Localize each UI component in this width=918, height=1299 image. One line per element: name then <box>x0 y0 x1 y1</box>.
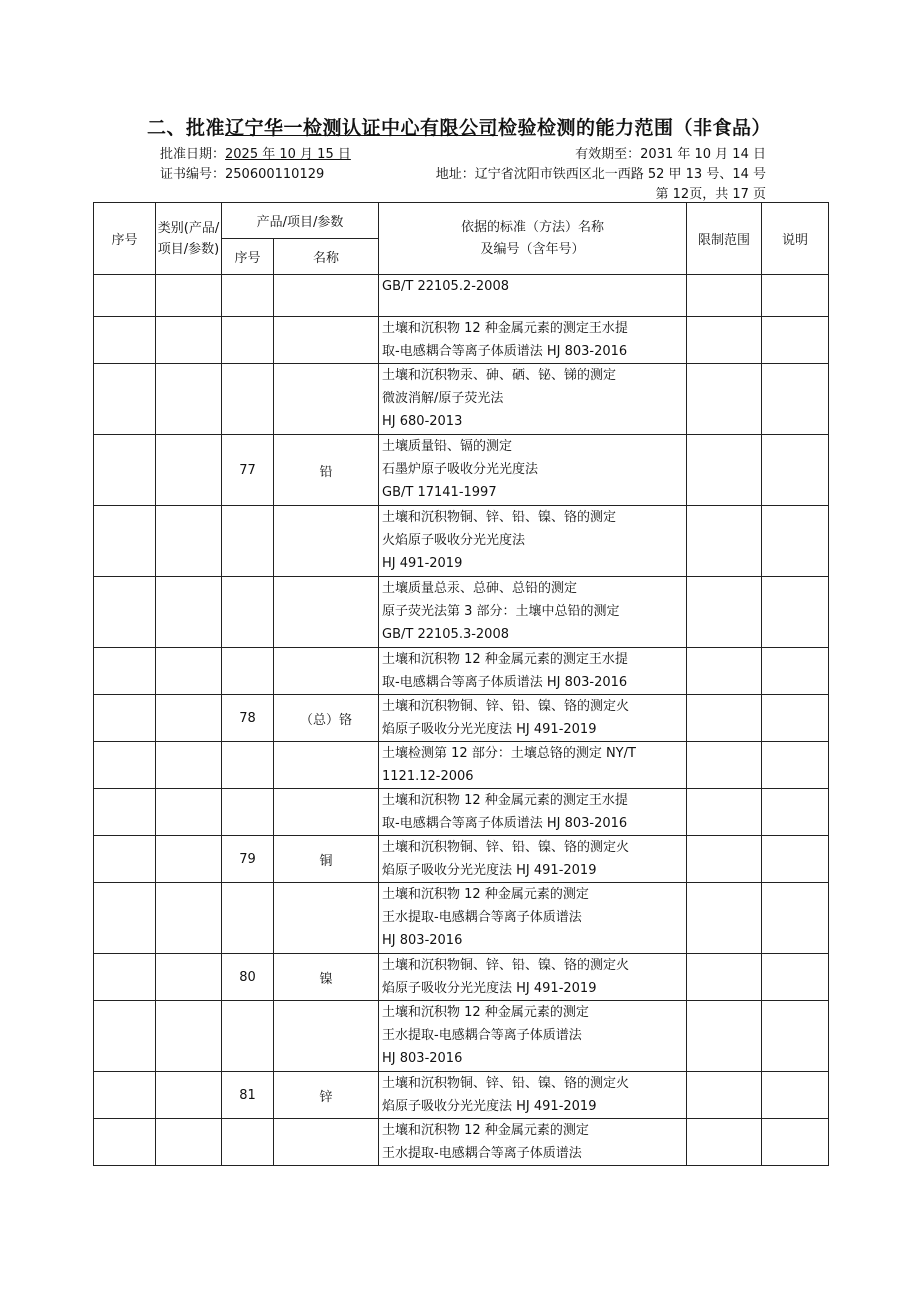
cell-item-name <box>274 364 379 435</box>
cell-limit <box>687 435 762 506</box>
cell-item-no <box>222 577 274 648</box>
cell-seq <box>94 1119 156 1166</box>
header-item-name: 名称 <box>274 239 379 275</box>
cell-limit <box>687 742 762 789</box>
cell-item-no <box>222 648 274 695</box>
cell-item-name: 铅 <box>274 435 379 506</box>
header-note: 说明 <box>762 203 829 275</box>
cell-seq <box>94 317 156 364</box>
cell-seq <box>94 577 156 648</box>
cell-limit <box>687 1001 762 1072</box>
table-row <box>94 954 829 1001</box>
header-seq: 序号 <box>94 203 156 275</box>
cell-item-name <box>274 506 379 577</box>
cell-standard <box>379 1119 687 1166</box>
standard-line: 土壤和沉积物铜、锌、铅、镍、铬的测定火 <box>382 1076 630 1091</box>
cell-seq <box>94 1072 156 1119</box>
title-prefix: 二、批准 <box>146 117 225 139</box>
cell-standard <box>379 954 687 1001</box>
certificate-number-label: 证书编号： <box>160 167 226 182</box>
cell-item-name <box>274 648 379 695</box>
cell-seq <box>94 364 156 435</box>
cell-item-name <box>274 789 379 836</box>
cell-item-name <box>274 742 379 789</box>
cell-limit <box>687 506 762 577</box>
header-standard-line2: 及编号（含年号） <box>480 241 585 257</box>
cell-category <box>156 1119 222 1166</box>
cell-item-no: 79 <box>222 836 274 883</box>
cell-limit <box>687 1119 762 1166</box>
cell-item-no: 77 <box>222 435 274 506</box>
header-category: 类别(产品/项目/参数) <box>156 203 222 275</box>
standard-line: 土壤和沉积物 12 种金属元素的测定 <box>382 887 589 902</box>
cell-standard <box>379 1001 687 1072</box>
cell-item-name: （总）铬 <box>274 695 379 742</box>
standard-line: 土壤质量铅、镉的测定 <box>382 439 513 454</box>
cell-limit <box>687 648 762 695</box>
standard-line: 土壤和沉积物铜、锌、铅、镍、铬的测定 <box>382 510 617 525</box>
cell-category <box>156 789 222 836</box>
cell-note <box>762 435 829 506</box>
cell-limit <box>687 695 762 742</box>
title-organization: 辽宁华一检测认证中心有限公司 <box>224 117 498 139</box>
page-title <box>0 113 918 140</box>
cell-seq <box>94 1001 156 1072</box>
standard-line: 土壤和沉积物 12 种金属元素的测定 <box>382 1123 589 1138</box>
cell-standard <box>379 506 687 577</box>
table-row <box>94 836 829 883</box>
cell-note <box>762 883 829 954</box>
cell-category <box>156 836 222 883</box>
standard-line: 土壤和沉积物铜、锌、铅、镍、铬的测定火 <box>382 958 630 973</box>
cell-category <box>156 275 222 317</box>
cell-note <box>762 789 829 836</box>
standard-line: 土壤和沉积物 12 种金属元素的测定王水提 <box>382 793 628 808</box>
standard-line: 取-电感耦合等离子体质谱法 HJ 803-2016 <box>382 344 628 359</box>
cell-item-name <box>274 275 379 317</box>
standard-line: 土壤和沉积物铜、锌、铅、镍、铬的测定火 <box>382 840 630 855</box>
cell-item-no: 80 <box>222 954 274 1001</box>
standard-line: HJ 803-2016 <box>382 933 463 948</box>
cell-category <box>156 695 222 742</box>
cell-standard <box>379 789 687 836</box>
cell-item-no <box>222 1001 274 1072</box>
cell-category <box>156 648 222 695</box>
cell-note <box>762 695 829 742</box>
cell-category <box>156 317 222 364</box>
standard-line: 土壤和沉积物汞、砷、硒、铋、锑的测定 <box>382 368 617 383</box>
certificate-number <box>160 163 324 182</box>
cell-seq <box>94 648 156 695</box>
cell-limit <box>687 577 762 648</box>
title-suffix: 检验检测的能力范围（非食品） <box>498 117 772 139</box>
cell-item-name <box>274 577 379 648</box>
cell-item-name <box>274 883 379 954</box>
table-row <box>94 883 829 954</box>
header-product-group: 产品/项目/参数 <box>222 203 379 239</box>
cell-note <box>762 577 829 648</box>
table-row <box>94 506 829 577</box>
standard-line: 王水提取-电感耦合等离子体质谱法 <box>382 1028 582 1043</box>
cell-item-no <box>222 275 274 317</box>
table-row <box>94 577 829 648</box>
cell-category <box>156 742 222 789</box>
cell-item-name: 锌 <box>274 1072 379 1119</box>
cell-category <box>156 364 222 435</box>
cell-note <box>762 954 829 1001</box>
standard-line: 焰原子吸收分光光度法 HJ 491-2019 <box>382 863 597 878</box>
cell-limit <box>687 1072 762 1119</box>
cell-seq <box>94 742 156 789</box>
address: 地址：辽宁省沈阳市铁西区北一西路 52 甲 13 号、14 号 <box>435 167 766 182</box>
cell-item-name <box>274 317 379 364</box>
standard-line: 原子荧光法第 3 部分：土壤中总铅的测定 <box>382 604 620 619</box>
standard-line: 火焰原子吸收分光光度法 <box>382 533 526 548</box>
standard-line: 土壤和沉积物 12 种金属元素的测定 <box>382 1005 589 1020</box>
table-row <box>94 789 829 836</box>
cell-item-no <box>222 883 274 954</box>
table-row <box>94 435 829 506</box>
standard-line: 土壤质量总汞、总砷、总铅的测定 <box>382 581 578 596</box>
cell-note <box>762 648 829 695</box>
cell-seq <box>94 836 156 883</box>
standard-line: GB/T 17141-1997 <box>382 485 497 500</box>
standard-line: 土壤和沉积物铜、锌、铅、镍、铬的测定火 <box>382 699 630 714</box>
table-row <box>94 695 829 742</box>
cell-standard <box>379 577 687 648</box>
cell-standard <box>379 836 687 883</box>
cell-seq <box>94 954 156 1001</box>
cell-seq <box>94 275 156 317</box>
cell-category <box>156 577 222 648</box>
cell-standard <box>379 1072 687 1119</box>
table-row <box>94 1072 829 1119</box>
cell-seq <box>94 883 156 954</box>
cell-limit <box>687 789 762 836</box>
cell-seq <box>94 506 156 577</box>
cell-category <box>156 1072 222 1119</box>
cell-standard <box>379 695 687 742</box>
cell-seq <box>94 789 156 836</box>
table-body <box>94 275 829 1166</box>
approval-date-value: 2025 年 10 月 15 日 <box>225 147 351 162</box>
cell-category <box>156 506 222 577</box>
cell-note <box>762 836 829 883</box>
standard-line: 石墨炉原子吸收分光光度法 <box>382 462 539 477</box>
cell-standard <box>379 742 687 789</box>
standard-line: HJ 680-2013 <box>382 414 463 429</box>
standard-line: GB/T 22105.3-2008 <box>382 627 509 642</box>
cell-standard <box>379 883 687 954</box>
table-row <box>94 1119 829 1166</box>
standard-line: 1121.12-2006 <box>382 769 474 784</box>
page-number: 第 12页，共 17 页 <box>655 187 766 202</box>
cell-standard <box>379 364 687 435</box>
standard-line: 取-电感耦合等离子体质谱法 HJ 803-2016 <box>382 675 628 690</box>
table-row <box>94 648 829 695</box>
cell-standard <box>379 317 687 364</box>
cell-limit <box>687 317 762 364</box>
cell-limit <box>687 836 762 883</box>
certificate-number-value: 250600110129 <box>225 167 325 182</box>
standard-line: HJ 803-2016 <box>382 1051 463 1066</box>
standard-line: HJ 491-2019 <box>382 556 463 571</box>
table-row <box>94 742 829 789</box>
cell-category <box>156 883 222 954</box>
header-standard-line1: 依据的标准（方法）名称 <box>461 219 605 235</box>
cell-item-no <box>222 317 274 364</box>
table-row <box>94 317 829 364</box>
cell-note <box>762 275 829 317</box>
approval-date <box>160 143 351 162</box>
standard-line: GB/T 22105.2-2008 <box>382 279 509 294</box>
standard-line: 微波消解/原子荧光法 <box>382 391 504 406</box>
approval-date-label: 批准日期： <box>160 147 226 162</box>
table-row <box>94 364 829 435</box>
cell-limit <box>687 364 762 435</box>
cell-item-no <box>222 364 274 435</box>
table-row <box>94 1001 829 1072</box>
cell-item-no: 81 <box>222 1072 274 1119</box>
cell-note <box>762 742 829 789</box>
cell-item-name <box>274 1001 379 1072</box>
cell-limit <box>687 883 762 954</box>
standard-line: 焰原子吸收分光光度法 HJ 491-2019 <box>382 722 597 737</box>
cell-note <box>762 1001 829 1072</box>
header-standard <box>379 203 687 275</box>
standard-line: 焰原子吸收分光光度法 HJ 491-2019 <box>382 1099 597 1114</box>
cell-category <box>156 435 222 506</box>
cell-standard <box>379 648 687 695</box>
cell-seq <box>94 695 156 742</box>
table-row <box>94 275 829 317</box>
cell-item-no <box>222 789 274 836</box>
cell-item-no: 78 <box>222 695 274 742</box>
cell-standard <box>379 435 687 506</box>
cell-seq <box>94 435 156 506</box>
cell-note <box>762 506 829 577</box>
capability-table <box>93 202 829 1166</box>
cell-note <box>762 1119 829 1166</box>
cell-item-name: 铜 <box>274 836 379 883</box>
standard-line: 土壤检测第 12 部分：土壤总铬的测定 NY/T <box>382 746 636 761</box>
valid-until: 有效期至：2031 年 10 月 14 日 <box>575 147 766 162</box>
cell-limit <box>687 954 762 1001</box>
cell-item-name: 镍 <box>274 954 379 1001</box>
cell-item-no <box>222 742 274 789</box>
cell-item-no <box>222 1119 274 1166</box>
header-limit: 限制范围 <box>687 203 762 275</box>
cell-note <box>762 317 829 364</box>
standard-line: 土壤和沉积物 12 种金属元素的测定王水提 <box>382 652 628 667</box>
cell-note <box>762 364 829 435</box>
standard-line: 取-电感耦合等离子体质谱法 HJ 803-2016 <box>382 816 628 831</box>
cell-standard <box>379 275 687 317</box>
standard-line: 焰原子吸收分光光度法 HJ 491-2019 <box>382 981 597 996</box>
cell-category <box>156 1001 222 1072</box>
cell-note <box>762 1072 829 1119</box>
standard-line: 土壤和沉积物 12 种金属元素的测定王水提 <box>382 321 628 336</box>
header-item-no: 序号 <box>222 239 274 275</box>
standard-line: 王水提取-电感耦合等离子体质谱法 <box>382 910 582 925</box>
cell-category <box>156 954 222 1001</box>
cell-item-name <box>274 1119 379 1166</box>
cell-limit <box>687 275 762 317</box>
cell-item-no <box>222 506 274 577</box>
standard-line: 王水提取-电感耦合等离子体质谱法 <box>382 1146 582 1161</box>
